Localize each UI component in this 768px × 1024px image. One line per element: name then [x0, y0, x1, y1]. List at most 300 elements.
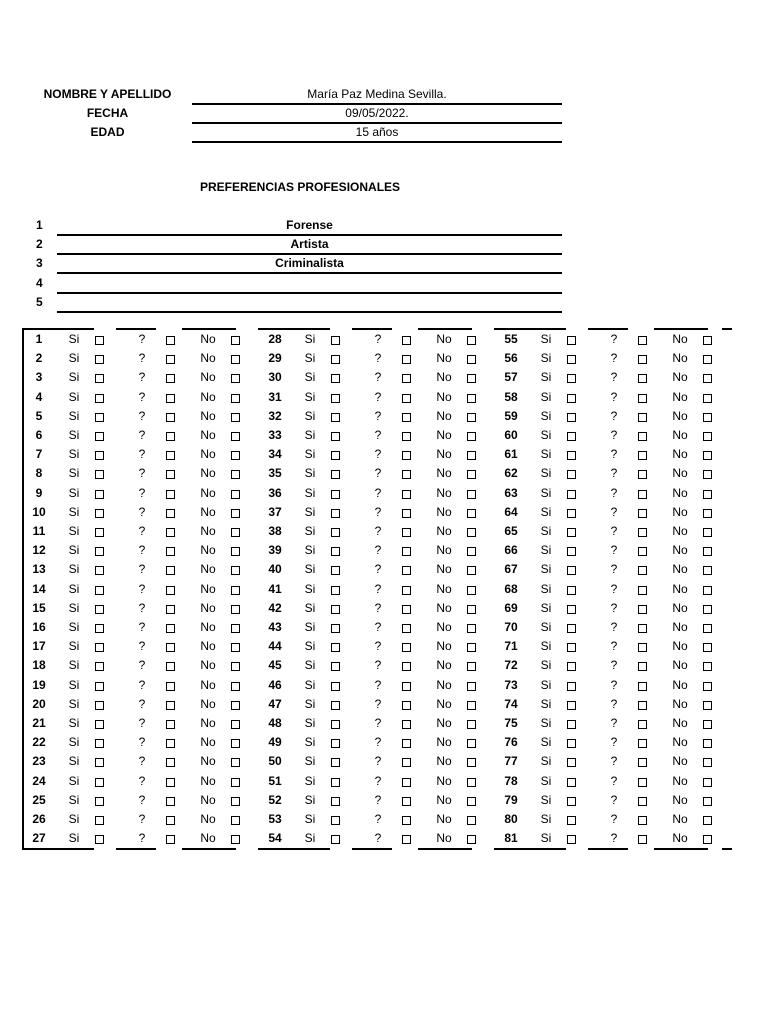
checkbox-yes-54[interactable] — [331, 835, 340, 844]
checkbox-yes-52[interactable] — [331, 797, 340, 806]
preference-number: 1 — [36, 218, 43, 232]
checkbox-no-65[interactable] — [703, 528, 712, 537]
checkbox-no-18[interactable] — [231, 662, 240, 671]
checkbox-no-22[interactable] — [231, 739, 240, 748]
preference-number: 2 — [36, 237, 43, 252]
checkbox-no-49[interactable] — [467, 739, 476, 748]
option-label-no: No — [200, 543, 216, 558]
checkbox-maybe-26[interactable] — [166, 816, 175, 825]
checkbox-maybe-17[interactable] — [166, 643, 175, 652]
checkbox-yes-31[interactable] — [331, 394, 340, 403]
checkbox-no-77[interactable] — [703, 758, 712, 767]
checkbox-yes-21[interactable] — [95, 720, 104, 729]
checkbox-yes-33[interactable] — [331, 432, 340, 441]
checkbox-no-10[interactable] — [231, 509, 240, 518]
checkbox-maybe-52[interactable] — [402, 797, 411, 806]
question-number: 53 — [268, 812, 282, 826]
checkbox-yes-65[interactable] — [567, 528, 576, 537]
checkbox-maybe-20[interactable] — [166, 701, 175, 710]
checkbox-no-40[interactable] — [467, 566, 476, 575]
checkbox-maybe-42[interactable] — [402, 605, 411, 614]
checkbox-yes-19[interactable] — [95, 682, 104, 691]
checkbox-yes-45[interactable] — [331, 662, 340, 671]
checkbox-yes-18[interactable] — [95, 662, 104, 671]
checkbox-maybe-14[interactable] — [166, 586, 175, 595]
checkbox-yes-7[interactable] — [95, 451, 104, 460]
checkbox-no-39[interactable] — [467, 547, 476, 556]
checkbox-yes-60[interactable] — [567, 432, 576, 441]
checkbox-maybe-67[interactable] — [638, 566, 647, 575]
checkbox-maybe-11[interactable] — [166, 528, 175, 537]
checkbox-no-64[interactable] — [703, 509, 712, 518]
option-label-no: No — [672, 600, 688, 615]
checkbox-yes-50[interactable] — [331, 758, 340, 767]
checkbox-maybe-39[interactable] — [402, 547, 411, 556]
checkbox-no-68[interactable] — [703, 586, 712, 595]
date-value[interactable]: 09/05/2022. — [192, 104, 562, 124]
checkbox-yes-15[interactable] — [95, 605, 104, 614]
checkbox-maybe-55[interactable] — [638, 336, 647, 345]
checkbox-yes-4[interactable] — [95, 394, 104, 403]
checkbox-yes-51[interactable] — [331, 778, 340, 787]
preference-field[interactable]: Criminalista — [57, 254, 562, 274]
option-label-yes: Si — [304, 389, 316, 404]
checkbox-yes-46[interactable] — [331, 682, 340, 691]
checkbox-no-52[interactable] — [467, 797, 476, 806]
checkbox-no-5[interactable] — [231, 413, 240, 422]
checkbox-no-1[interactable] — [231, 336, 240, 345]
option-label-no: No — [672, 370, 688, 385]
option-label-maybe: ? — [610, 658, 618, 673]
checkbox-no-76[interactable] — [703, 739, 712, 748]
checkbox-yes-10[interactable] — [95, 509, 104, 518]
checkbox-no-50[interactable] — [467, 758, 476, 767]
checkbox-yes-81[interactable] — [567, 835, 576, 844]
checkbox-no-30[interactable] — [467, 374, 476, 383]
option-label-maybe: ? — [374, 792, 382, 807]
checkbox-yes-2[interactable] — [95, 355, 104, 364]
checkbox-no-81[interactable] — [703, 835, 712, 844]
checkbox-no-25[interactable] — [231, 797, 240, 806]
checkbox-no-19[interactable] — [231, 682, 240, 691]
checkbox-yes-68[interactable] — [567, 586, 576, 595]
checkbox-no-45[interactable] — [467, 662, 476, 671]
checkbox-maybe-25[interactable] — [166, 797, 175, 806]
checkbox-yes-6[interactable] — [95, 432, 104, 441]
checkbox-no-9[interactable] — [231, 490, 240, 499]
checkbox-yes-74[interactable] — [567, 701, 576, 710]
name-value[interactable]: María Paz Medina Sevilla. — [192, 85, 562, 105]
checkbox-maybe-50[interactable] — [402, 758, 411, 767]
checkbox-no-34[interactable] — [467, 451, 476, 460]
checkbox-no-26[interactable] — [231, 816, 240, 825]
option-label-yes: Si — [68, 831, 80, 846]
option-label-yes: Si — [540, 562, 552, 577]
checkbox-maybe-54[interactable] — [402, 835, 411, 844]
checkbox-yes-72[interactable] — [567, 662, 576, 671]
checkbox-maybe-13[interactable] — [166, 566, 175, 575]
checkbox-no-31[interactable] — [467, 394, 476, 403]
checkbox-no-46[interactable] — [467, 682, 476, 691]
checkbox-no-79[interactable] — [703, 797, 712, 806]
checkbox-no-38[interactable] — [467, 528, 476, 537]
checkbox-yes-38[interactable] — [331, 528, 340, 537]
checkbox-yes-59[interactable] — [567, 413, 576, 422]
checkbox-maybe-1[interactable] — [166, 336, 175, 345]
checkbox-yes-32[interactable] — [331, 413, 340, 422]
checkbox-no-71[interactable] — [703, 643, 712, 652]
checkbox-maybe-78[interactable] — [638, 778, 647, 787]
question-row — [22, 810, 732, 829]
option-label-yes: Si — [68, 408, 80, 423]
checkbox-no-48[interactable] — [467, 720, 476, 729]
checkbox-no-44[interactable] — [467, 643, 476, 652]
checkbox-maybe-63[interactable] — [638, 490, 647, 499]
question-number: 73 — [504, 677, 518, 692]
checkbox-no-54[interactable] — [467, 835, 476, 844]
checkbox-yes-22[interactable] — [95, 739, 104, 748]
checkbox-no-2[interactable] — [231, 355, 240, 364]
checkbox-no-32[interactable] — [467, 413, 476, 422]
checkbox-yes-8[interactable] — [95, 470, 104, 479]
checkbox-yes-47[interactable] — [331, 701, 340, 710]
preference-field[interactable] — [57, 274, 562, 294]
checkbox-no-42[interactable] — [467, 605, 476, 614]
checkbox-maybe-56[interactable] — [638, 355, 647, 364]
checkbox-maybe-81[interactable] — [638, 835, 647, 844]
checkbox-no-70[interactable] — [703, 624, 712, 633]
checkbox-no-60[interactable] — [703, 432, 712, 441]
option-label-maybe: ? — [138, 639, 146, 654]
checkbox-yes-75[interactable] — [567, 720, 576, 729]
option-label-maybe: ? — [610, 696, 618, 711]
checkbox-maybe-43[interactable] — [402, 624, 411, 633]
checkbox-maybe-4[interactable] — [166, 394, 175, 403]
checkbox-maybe-7[interactable] — [166, 451, 175, 460]
checkbox-no-12[interactable] — [231, 547, 240, 556]
checkbox-yes-58[interactable] — [567, 394, 576, 403]
checkbox-maybe-69[interactable] — [638, 605, 647, 614]
option-label-maybe: ? — [610, 735, 618, 750]
checkbox-yes-70[interactable] — [567, 624, 576, 633]
checkbox-no-8[interactable] — [231, 470, 240, 479]
question-number: 21 — [32, 716, 46, 730]
question-number: 41 — [268, 581, 282, 596]
checkbox-no-58[interactable] — [703, 394, 712, 403]
question-number: 25 — [32, 792, 46, 807]
checkbox-yes-9[interactable] — [95, 490, 104, 499]
checkbox-maybe-16[interactable] — [166, 624, 175, 633]
checkbox-yes-14[interactable] — [95, 586, 104, 595]
checkbox-yes-42[interactable] — [331, 605, 340, 614]
checkbox-no-6[interactable] — [231, 432, 240, 441]
option-label-maybe: ? — [610, 543, 618, 558]
checkbox-yes-73[interactable] — [567, 682, 576, 691]
checkbox-yes-37[interactable] — [331, 509, 340, 518]
checkbox-yes-30[interactable] — [331, 374, 340, 383]
checkbox-maybe-6[interactable] — [166, 432, 175, 441]
option-label-maybe: ? — [610, 428, 618, 442]
checkbox-yes-66[interactable] — [567, 547, 576, 556]
option-label-maybe: ? — [138, 620, 146, 634]
option-label-no: No — [200, 792, 216, 807]
checkbox-maybe-37[interactable] — [402, 509, 411, 518]
checkbox-no-27[interactable] — [231, 835, 240, 844]
checkbox-no-20[interactable] — [231, 701, 240, 710]
checkbox-maybe-40[interactable] — [402, 566, 411, 575]
option-label-maybe: ? — [374, 754, 382, 769]
checkbox-no-17[interactable] — [231, 643, 240, 652]
checkbox-no-15[interactable] — [231, 605, 240, 614]
checkbox-no-23[interactable] — [231, 758, 240, 767]
checkbox-no-73[interactable] — [703, 682, 712, 691]
checkbox-maybe-44[interactable] — [402, 643, 411, 652]
checkbox-yes-55[interactable] — [567, 336, 576, 345]
checkbox-yes-43[interactable] — [331, 624, 340, 633]
option-label-maybe: ? — [374, 600, 382, 615]
checkbox-yes-5[interactable] — [95, 413, 104, 422]
checkbox-no-28[interactable] — [467, 336, 476, 345]
checkbox-yes-13[interactable] — [95, 566, 104, 575]
checkbox-no-11[interactable] — [231, 528, 240, 537]
checkbox-maybe-70[interactable] — [638, 624, 647, 633]
checkbox-maybe-36[interactable] — [402, 490, 411, 499]
checkbox-maybe-30[interactable] — [402, 374, 411, 383]
checkbox-yes-80[interactable] — [567, 816, 576, 825]
checkbox-maybe-76[interactable] — [638, 739, 647, 748]
checkbox-yes-76[interactable] — [567, 739, 576, 748]
checkbox-no-69[interactable] — [703, 605, 712, 614]
checkbox-maybe-9[interactable] — [166, 490, 175, 499]
checkbox-maybe-53[interactable] — [402, 816, 411, 825]
checkbox-yes-79[interactable] — [567, 797, 576, 806]
checkbox-yes-67[interactable] — [567, 566, 576, 575]
checkbox-maybe-48[interactable] — [402, 720, 411, 729]
option-label-yes: Si — [68, 658, 80, 673]
checkbox-no-37[interactable] — [467, 509, 476, 518]
checkbox-maybe-75[interactable] — [638, 720, 647, 729]
option-label-yes: Si — [68, 812, 80, 826]
checkbox-no-74[interactable] — [703, 701, 712, 710]
checkbox-yes-53[interactable] — [331, 816, 340, 825]
preference-field[interactable]: Forense — [57, 216, 562, 236]
checkbox-no-14[interactable] — [231, 586, 240, 595]
checkbox-no-53[interactable] — [467, 816, 476, 825]
checkbox-no-61[interactable] — [703, 451, 712, 460]
question-number: 16 — [32, 620, 46, 634]
checkbox-maybe-24[interactable] — [166, 778, 175, 787]
checkbox-maybe-10[interactable] — [166, 509, 175, 518]
checkbox-maybe-15[interactable] — [166, 605, 175, 614]
checkbox-yes-3[interactable] — [95, 374, 104, 383]
checkbox-yes-56[interactable] — [567, 355, 576, 364]
checkbox-maybe-61[interactable] — [638, 451, 647, 460]
checkbox-yes-12[interactable] — [95, 547, 104, 556]
checkbox-no-36[interactable] — [467, 490, 476, 499]
checkbox-maybe-79[interactable] — [638, 797, 647, 806]
checkbox-yes-40[interactable] — [331, 566, 340, 575]
checkbox-no-59[interactable] — [703, 413, 712, 422]
checkbox-maybe-49[interactable] — [402, 739, 411, 748]
checkbox-maybe-21[interactable] — [166, 720, 175, 729]
checkbox-yes-24[interactable] — [95, 778, 104, 787]
age-value[interactable]: 15 años — [192, 123, 562, 143]
option-label-yes: Si — [68, 677, 80, 692]
question-number: 63 — [504, 485, 518, 500]
option-label-yes: Si — [304, 639, 316, 654]
checkbox-no-43[interactable] — [467, 624, 476, 633]
checkbox-maybe-65[interactable] — [638, 528, 647, 537]
checkbox-maybe-38[interactable] — [402, 528, 411, 537]
checkbox-yes-23[interactable] — [95, 758, 104, 767]
checkbox-no-3[interactable] — [231, 374, 240, 383]
checkbox-maybe-8[interactable] — [166, 470, 175, 479]
checkbox-maybe-80[interactable] — [638, 816, 647, 825]
checkbox-yes-44[interactable] — [331, 643, 340, 652]
checkbox-yes-78[interactable] — [567, 778, 576, 787]
checkbox-maybe-57[interactable] — [638, 374, 647, 383]
checkbox-no-57[interactable] — [703, 374, 712, 383]
checkbox-no-33[interactable] — [467, 432, 476, 441]
checkbox-yes-1[interactable] — [95, 336, 104, 345]
checkbox-no-62[interactable] — [703, 470, 712, 479]
checkbox-maybe-5[interactable] — [166, 413, 175, 422]
checkbox-maybe-28[interactable] — [402, 336, 411, 345]
checkbox-yes-71[interactable] — [567, 643, 576, 652]
preference-field[interactable]: Artista — [57, 235, 562, 255]
option-label-yes: Si — [540, 543, 552, 558]
checkbox-no-7[interactable] — [231, 451, 240, 460]
checkbox-no-63[interactable] — [703, 490, 712, 499]
checkbox-no-75[interactable] — [703, 720, 712, 729]
checkbox-maybe-35[interactable] — [402, 470, 411, 479]
checkbox-maybe-27[interactable] — [166, 835, 175, 844]
checkbox-no-47[interactable] — [467, 701, 476, 710]
checkbox-maybe-66[interactable] — [638, 547, 647, 556]
checkbox-maybe-19[interactable] — [166, 682, 175, 691]
checkbox-yes-16[interactable] — [95, 624, 104, 633]
checkbox-maybe-68[interactable] — [638, 586, 647, 595]
checkbox-no-29[interactable] — [467, 355, 476, 364]
checkbox-yes-27[interactable] — [95, 835, 104, 844]
option-label-yes: Si — [68, 543, 80, 558]
checkbox-no-51[interactable] — [467, 778, 476, 787]
option-label-no: No — [672, 735, 688, 750]
checkbox-yes-57[interactable] — [567, 374, 576, 383]
checkbox-maybe-59[interactable] — [638, 413, 647, 422]
checkbox-no-55[interactable] — [703, 336, 712, 345]
checkbox-yes-35[interactable] — [331, 470, 340, 479]
checkbox-no-13[interactable] — [231, 566, 240, 575]
checkbox-no-16[interactable] — [231, 624, 240, 633]
question-number: 15 — [32, 600, 46, 615]
checkbox-maybe-58[interactable] — [638, 394, 647, 403]
checkbox-maybe-2[interactable] — [166, 355, 175, 364]
option-label-yes: Si — [68, 620, 80, 634]
checkbox-no-66[interactable] — [703, 547, 712, 556]
checkbox-yes-63[interactable] — [567, 490, 576, 499]
checkbox-maybe-62[interactable] — [638, 470, 647, 479]
checkbox-no-41[interactable] — [467, 586, 476, 595]
checkbox-maybe-74[interactable] — [638, 701, 647, 710]
checkbox-no-4[interactable] — [231, 394, 240, 403]
checkbox-yes-34[interactable] — [331, 451, 340, 460]
checkbox-yes-39[interactable] — [331, 547, 340, 556]
checkbox-yes-11[interactable] — [95, 528, 104, 537]
checkbox-maybe-64[interactable] — [638, 509, 647, 518]
option-label-yes: Si — [68, 428, 80, 442]
checkbox-yes-28[interactable] — [331, 336, 340, 345]
checkbox-yes-77[interactable] — [567, 758, 576, 767]
checkbox-no-21[interactable] — [231, 720, 240, 729]
checkbox-maybe-22[interactable] — [166, 739, 175, 748]
checkbox-maybe-45[interactable] — [402, 662, 411, 671]
checkbox-yes-17[interactable] — [95, 643, 104, 652]
checkbox-maybe-34[interactable] — [402, 451, 411, 460]
checkbox-no-80[interactable] — [703, 816, 712, 825]
checkbox-no-72[interactable] — [703, 662, 712, 671]
option-label-maybe: ? — [610, 332, 618, 346]
checkbox-yes-25[interactable] — [95, 797, 104, 806]
question-number: 52 — [268, 792, 282, 807]
checkbox-yes-64[interactable] — [567, 509, 576, 518]
checkbox-no-56[interactable] — [703, 355, 712, 364]
checkbox-yes-61[interactable] — [567, 451, 576, 460]
checkbox-no-78[interactable] — [703, 778, 712, 787]
checkbox-maybe-23[interactable] — [166, 758, 175, 767]
checkbox-maybe-12[interactable] — [166, 547, 175, 556]
option-label-yes: Si — [304, 677, 316, 692]
checkbox-yes-26[interactable] — [95, 816, 104, 825]
checkbox-maybe-3[interactable] — [166, 374, 175, 383]
checkbox-yes-48[interactable] — [331, 720, 340, 729]
checkbox-maybe-31[interactable] — [402, 394, 411, 403]
checkbox-maybe-51[interactable] — [402, 778, 411, 787]
checkbox-maybe-33[interactable] — [402, 432, 411, 441]
question-row — [22, 752, 732, 771]
checkbox-maybe-73[interactable] — [638, 682, 647, 691]
checkbox-maybe-77[interactable] — [638, 758, 647, 767]
checkbox-maybe-29[interactable] — [402, 355, 411, 364]
checkbox-yes-20[interactable] — [95, 701, 104, 710]
checkbox-no-35[interactable] — [467, 470, 476, 479]
checkbox-yes-49[interactable] — [331, 739, 340, 748]
option-label-no: No — [436, 485, 452, 500]
checkbox-yes-41[interactable] — [331, 586, 340, 595]
checkbox-no-24[interactable] — [231, 778, 240, 787]
checkbox-maybe-60[interactable] — [638, 432, 647, 441]
question-number: 31 — [268, 389, 282, 404]
checkbox-maybe-71[interactable] — [638, 643, 647, 652]
checkbox-no-67[interactable] — [703, 566, 712, 575]
option-label-maybe: ? — [610, 677, 618, 692]
checkbox-yes-36[interactable] — [331, 490, 340, 499]
checkbox-maybe-46[interactable] — [402, 682, 411, 691]
preference-field[interactable] — [57, 293, 562, 313]
checkbox-maybe-47[interactable] — [402, 701, 411, 710]
checkbox-maybe-32[interactable] — [402, 413, 411, 422]
checkbox-maybe-72[interactable] — [638, 662, 647, 671]
question-number: 47 — [268, 696, 282, 711]
checkbox-yes-62[interactable] — [567, 470, 576, 479]
option-label-no: No — [672, 389, 688, 404]
checkbox-yes-69[interactable] — [567, 605, 576, 614]
checkbox-yes-29[interactable] — [331, 355, 340, 364]
checkbox-maybe-41[interactable] — [402, 586, 411, 595]
option-label-no: No — [436, 696, 452, 711]
checkbox-maybe-18[interactable] — [166, 662, 175, 671]
question-number: 8 — [35, 466, 43, 481]
